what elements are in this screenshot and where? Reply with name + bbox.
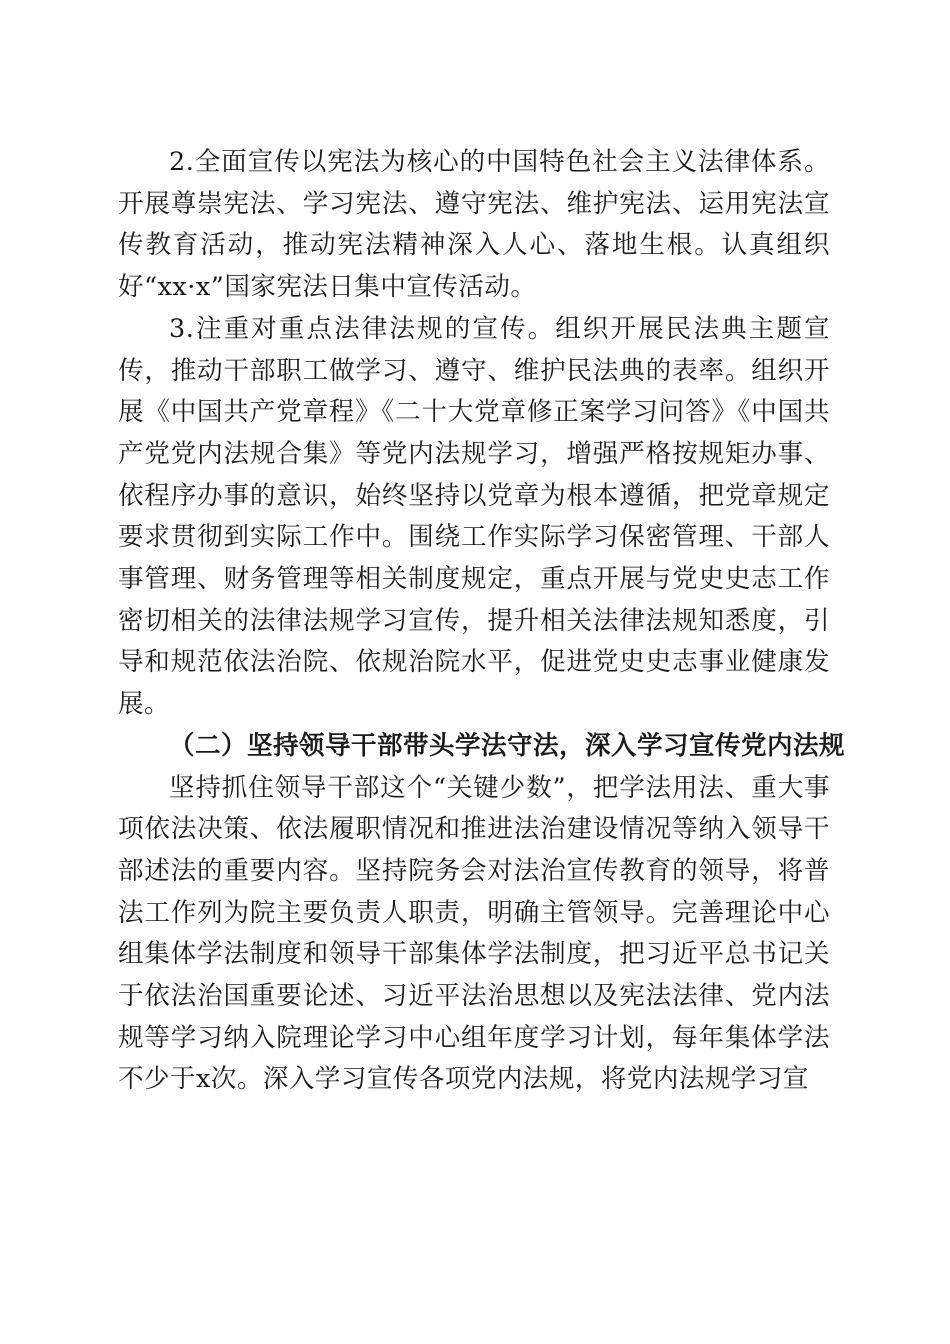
paragraph-constitution-publicity: 2.全面宣传以宪法为核心的中国特色社会主义法律体系。开展尊崇宪法、学习宪法、遵守宪法、维护宪法、运用宪法宣传教育活动，推动宪法精神深入人心、落地生根。认真组织好“xx·x”国家宪法日集中宣传活动。 xyxy=(118,147,830,303)
section-heading: （二）坚持领导干部带头学法守法，深入学习宣传党内法规 xyxy=(169,730,846,761)
document-body xyxy=(118,142,846,1101)
paragraph-key-laws-publicity: 3.注重对重点法律法规的宣传。组织开展民法典主题宣传，推动干部职工做学习、遵守、维护民法典的表率。组织开展《中国共产党章程》《二十大党章修正案学习问答》《中国共产党党内法规合集》等党内法规学习，增强严格按规矩办事、依程序办事的意识，始终坚持以党章为根本遵循，把党章规定要求贯彻到实际工作中。围绕工作实际学习保密管理、干部人事管理、财务管理等相关制度规定，重点开展与党史史志工作密切相关的法律法规学习宣传，提升相关法律法规知悉度，引导和规范依法治院、依规治院水平，促进党史史志事业健康发展。 xyxy=(118,313,830,720)
paragraph-leading-cadres: 坚持抓住领导干部这个“关键少数”，把学法用法、重大事项依法决策、依法履职情况和推进法治建设情况等纳入领导干部述法的重要内容。坚持院务会对法治宣传教育的领导，将普法工作列为院主要负责人职责，明确主管领导。完善理论中心组集体学法制度和领导干部集体学法制度，把习近平总书记关于依法治国重要论述、习近平法治思想以及宪法法律、党内法规等学习纳入院理论学习中心组年度学习计划，每年集体学法不少于x次。深入学习宣传各项党内法规，将党内法规学习宣 xyxy=(118,772,830,1095)
